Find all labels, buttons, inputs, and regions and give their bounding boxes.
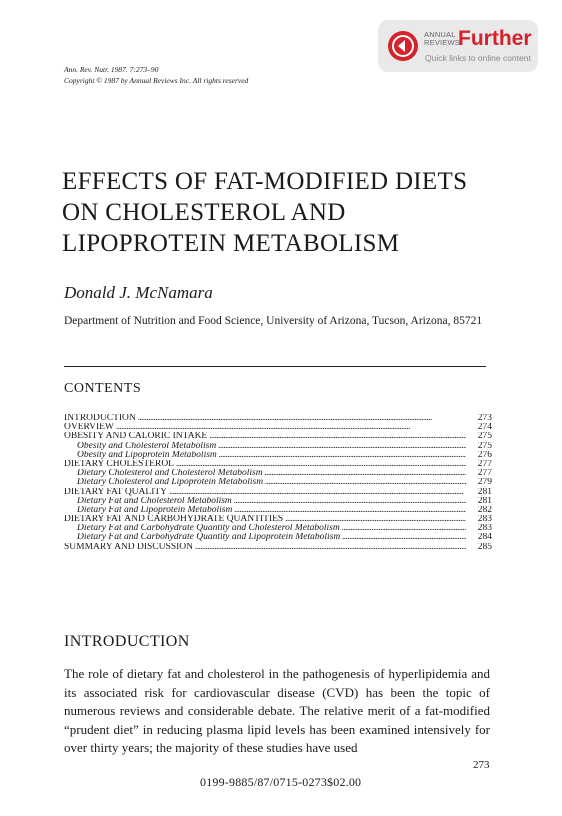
toc-leader-dots bbox=[209, 432, 466, 441]
toc-entry-page: 282 bbox=[477, 505, 492, 515]
toc-entry[interactable] bbox=[64, 533, 492, 542]
toc-entry-page: 284 bbox=[477, 533, 492, 543]
toc-entry-page: 281 bbox=[477, 487, 492, 497]
annual-label: ANNUAL bbox=[424, 30, 456, 39]
introduction-heading: INTRODUCTION bbox=[64, 633, 190, 650]
further-label: Further bbox=[458, 27, 532, 50]
toc-leader-dots bbox=[342, 524, 466, 533]
toc-entry-label: Dietary Fat and Cholesterol Metabolism bbox=[77, 496, 232, 506]
annual-reviews-further-banner[interactable] bbox=[378, 20, 538, 72]
toc-entry-page: 276 bbox=[477, 450, 492, 460]
toc-leader-dots bbox=[234, 497, 466, 506]
toc-entry-label: Dietary Cholesterol and Lipoprotein Metabolism bbox=[77, 478, 264, 488]
toc-entry[interactable] bbox=[64, 414, 492, 423]
toc-entry[interactable] bbox=[64, 460, 492, 469]
toc-entry[interactable] bbox=[64, 432, 492, 441]
toc-entry-label: DIETARY FAT AND CARBOHYDRATE QUANTITIES bbox=[64, 515, 284, 525]
citation-line-2: Copyright © 1987 by Annual Reviews Inc. All rights reserved bbox=[64, 76, 249, 85]
toc-entry-label: DIETARY FAT QUALITY bbox=[64, 487, 168, 497]
journal-citation bbox=[64, 64, 248, 86]
toc-entry-label: Dietary Fat and Carbohydrate Quantity and Cholesterol Metabolism bbox=[77, 524, 340, 534]
toc-entry-page: 279 bbox=[477, 478, 492, 488]
toc-entry-label: SUMMARY AND DISCUSSION bbox=[64, 542, 193, 552]
toc-entry-page: 277 bbox=[477, 459, 492, 469]
toc-entry-page: 281 bbox=[477, 496, 492, 506]
author-affiliation: Department of Nutrition and Food Science, University of Arizona, Tucson, Arizona, 85721 bbox=[64, 315, 483, 327]
toc-entry-page: 283 bbox=[477, 524, 492, 534]
toc-entry[interactable] bbox=[64, 524, 492, 533]
toc-entry-page: 275 bbox=[477, 432, 492, 442]
toc-leader-dots bbox=[234, 506, 466, 515]
toc-entry[interactable] bbox=[64, 543, 492, 552]
citation-line-1: Ann. Rev. Nutr. 1987. 7:273–90 bbox=[64, 65, 159, 74]
title-line-3: LIPOPROTEIN METABOLISM bbox=[62, 230, 400, 257]
introduction-paragraph: The role of dietary fat and cholesterol in the pathogenesis of hyperlipidemia and its associated risk for cardiovascular disease (CVD) has been the topic of numerous reviews and considerable debate. The relative merit of a fat-modified “prudent diet” in reducing plasma lipid levels has been examined intensively for over thirty years; the majority of these studies have used bbox=[64, 666, 490, 755]
page-number: 273 bbox=[473, 759, 490, 771]
toc-leader-dots bbox=[219, 451, 466, 460]
toc-entry-page: 275 bbox=[477, 441, 492, 451]
toc-entry[interactable] bbox=[64, 497, 492, 506]
toc-entry-label: OBESITY AND CALORIC INTAKE bbox=[64, 432, 208, 442]
toc-entry-label: Dietary Fat and Carbohydrate Quantity and Lipoprotein Metabolism bbox=[77, 533, 341, 543]
reviews-label: REVIEWS bbox=[424, 38, 460, 47]
title-line-1: EFFECTS OF FAT-MODIFIED DIETS bbox=[62, 168, 468, 195]
toc-entry[interactable] bbox=[64, 469, 492, 478]
toc-entry-page: 277 bbox=[477, 469, 492, 479]
banner-tagline: Quick links to online content bbox=[425, 53, 531, 63]
toc-entry-page: 283 bbox=[477, 515, 492, 525]
toc-entry-label: Obesity and Lipoprotein Metabolism bbox=[77, 450, 217, 460]
table-of-contents bbox=[64, 414, 492, 552]
toc-leader-dots bbox=[169, 488, 466, 497]
toc-entry-page: 274 bbox=[477, 423, 492, 433]
toc-leader-dots bbox=[176, 460, 466, 469]
toc-entry[interactable] bbox=[64, 478, 492, 487]
toc-leader-dots bbox=[265, 469, 466, 478]
section-divider bbox=[64, 366, 486, 367]
annual-reviews-label bbox=[424, 31, 460, 47]
toc-entry-label: Dietary Cholesterol and Cholesterol Metabolism bbox=[77, 469, 263, 479]
toc-entry[interactable] bbox=[64, 515, 492, 524]
toc-entry-page: 273 bbox=[477, 414, 492, 423]
toc-entry-label: INTRODUCTION bbox=[64, 414, 136, 423]
toc-leader-dots bbox=[342, 533, 466, 542]
toc-leader-dots bbox=[285, 515, 466, 524]
play-back-icon bbox=[388, 31, 418, 61]
toc-leader-dots bbox=[265, 478, 466, 487]
toc-entry[interactable] bbox=[64, 423, 492, 432]
toc-entry[interactable] bbox=[64, 442, 492, 451]
toc-entry-label: DIETARY CHOLESTEROL bbox=[64, 459, 174, 469]
toc-entry-label: Obesity and Cholesterol Metabolism bbox=[77, 441, 217, 451]
footer-price-code: 0199-9885/87/0715-0273$02.00 bbox=[200, 775, 362, 789]
contents-heading: CONTENTS bbox=[64, 381, 142, 396]
toc-leader-dots bbox=[218, 442, 466, 451]
toc-entry[interactable] bbox=[64, 488, 492, 497]
toc-entry[interactable] bbox=[64, 506, 492, 515]
title-line-2: ON CHOLESTEROL AND bbox=[62, 199, 346, 226]
toc-entry[interactable] bbox=[64, 451, 492, 460]
toc-leader-dots bbox=[195, 543, 466, 552]
article-title bbox=[62, 166, 532, 259]
toc-leader-dots bbox=[116, 423, 466, 432]
toc-leader-dots bbox=[138, 414, 466, 423]
toc-entry-label: Dietary Fat and Lipoprotein Metabolism bbox=[77, 505, 233, 515]
toc-entry-label: OVERVIEW bbox=[64, 423, 114, 433]
author-name: Donald J. McNamara bbox=[64, 283, 213, 302]
toc-entry-page: 285 bbox=[477, 542, 492, 552]
